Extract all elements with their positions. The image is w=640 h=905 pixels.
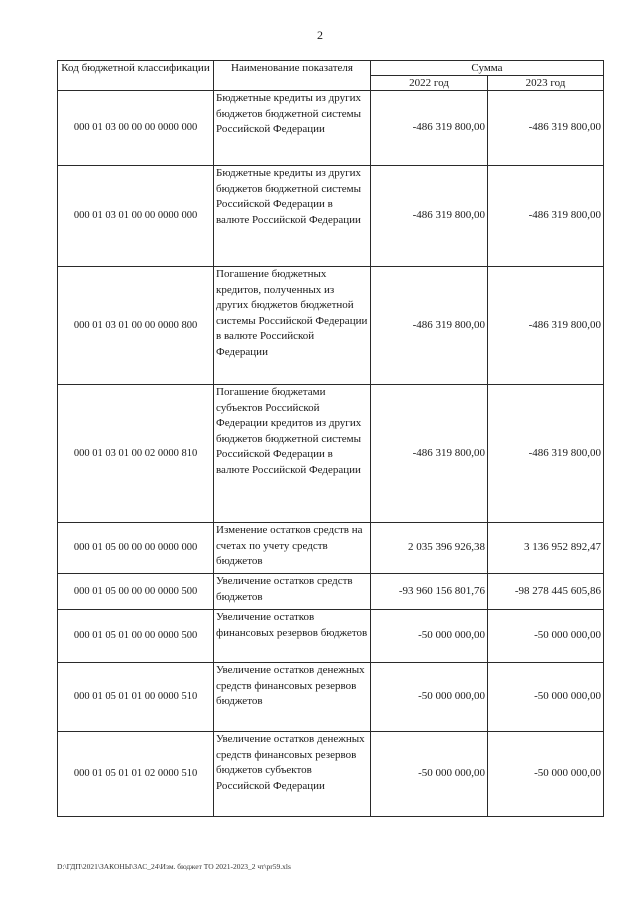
header-year-2022: 2022 год <box>371 76 488 91</box>
row-value-2022: -486 319 800,00 <box>371 267 488 385</box>
row-value-2023: 3 136 952 892,47 <box>488 523 604 574</box>
row-value-2022: -486 319 800,00 <box>371 166 488 267</box>
row-name: Увеличение остатков финансовых резервов бюджетов <box>214 610 371 663</box>
row-name: Бюджетные кредиты из других бюджетов бюджетной системы Российской Федерации в валюте Российской Федерации <box>214 166 371 267</box>
page-number: 2 <box>317 28 323 42</box>
row-value-2022: -486 319 800,00 <box>371 91 488 166</box>
row-value-2023: -50 000 000,00 <box>488 610 604 663</box>
row-name: Погашение бюджетами субъектов Российской Федерации кредитов из других бюджетов бюджетной системы Российской Федерации в валюте Российской Федерации <box>214 385 371 523</box>
row-name: Бюджетные кредиты из других бюджетов бюджетной системы Российской Федерации <box>214 91 371 166</box>
row-value-2022: -93 960 156 801,76 <box>371 574 488 610</box>
row-value-2023: -486 319 800,00 <box>488 267 604 385</box>
row-name: Увеличение остатков средств бюджетов <box>214 574 371 610</box>
row-code: 000 01 03 01 00 00 0000 800 <box>58 267 214 385</box>
row-value-2022: -486 319 800,00 <box>371 385 488 523</box>
table-row <box>58 663 604 732</box>
row-value-2023: -50 000 000,00 <box>488 732 604 817</box>
row-name: Изменение остатков средств на счетах по учету средств бюджетов <box>214 523 371 574</box>
table-row <box>58 610 604 663</box>
header-sum: Сумма <box>371 61 604 76</box>
row-value-2022: -50 000 000,00 <box>371 732 488 817</box>
row-value-2023: -486 319 800,00 <box>488 166 604 267</box>
header-code: Код бюджетной классификации <box>58 61 214 91</box>
row-code: 000 01 03 01 00 00 0000 000 <box>58 166 214 267</box>
row-value-2022: 2 035 396 926,38 <box>371 523 488 574</box>
row-code: 000 01 05 01 01 02 0000 510 <box>58 732 214 817</box>
table-row <box>58 166 604 267</box>
row-value-2022: -50 000 000,00 <box>371 663 488 732</box>
row-code: 000 01 05 01 01 00 0000 510 <box>58 663 214 732</box>
row-value-2023: -50 000 000,00 <box>488 663 604 732</box>
row-name: Погашение бюджетных кредитов, полученных из других бюджетов бюджетной системы Российской Федерации в валюте Российской Федерации <box>214 267 371 385</box>
row-value-2023: -98 278 445 605,86 <box>488 574 604 610</box>
row-value-2022: -50 000 000,00 <box>371 610 488 663</box>
table-row <box>58 732 604 817</box>
table-row <box>58 523 604 574</box>
row-code: 000 01 05 00 00 00 0000 000 <box>58 523 214 574</box>
header-name: Наименование показателя <box>214 61 371 91</box>
table-row <box>58 574 604 610</box>
row-code: 000 01 03 01 00 02 0000 810 <box>58 385 214 523</box>
table-row <box>58 267 604 385</box>
table-header <box>58 61 604 91</box>
row-code: 000 01 05 01 00 00 0000 500 <box>58 610 214 663</box>
table-row <box>58 385 604 523</box>
row-value-2023: -486 319 800,00 <box>488 91 604 166</box>
row-name: Увеличение остатков денежных средств финансовых резервов бюджетов субъектов Российской Федерации <box>214 732 371 817</box>
budget-table <box>57 60 604 817</box>
table-row <box>58 91 604 166</box>
row-code: 000 01 05 00 00 00 0000 500 <box>58 574 214 610</box>
header-year-2023: 2023 год <box>488 76 604 91</box>
row-name: Увеличение остатков денежных средств финансовых резервов бюджетов <box>214 663 371 732</box>
row-value-2023: -486 319 800,00 <box>488 385 604 523</box>
row-code: 000 01 03 00 00 00 0000 000 <box>58 91 214 166</box>
footer-file-path: D:\ГДП\2021\ЗАКОНЫ\ЗАС_24\Изм. бюджет ТО 2021-2023_2 чт\pr59.xls <box>57 862 291 871</box>
